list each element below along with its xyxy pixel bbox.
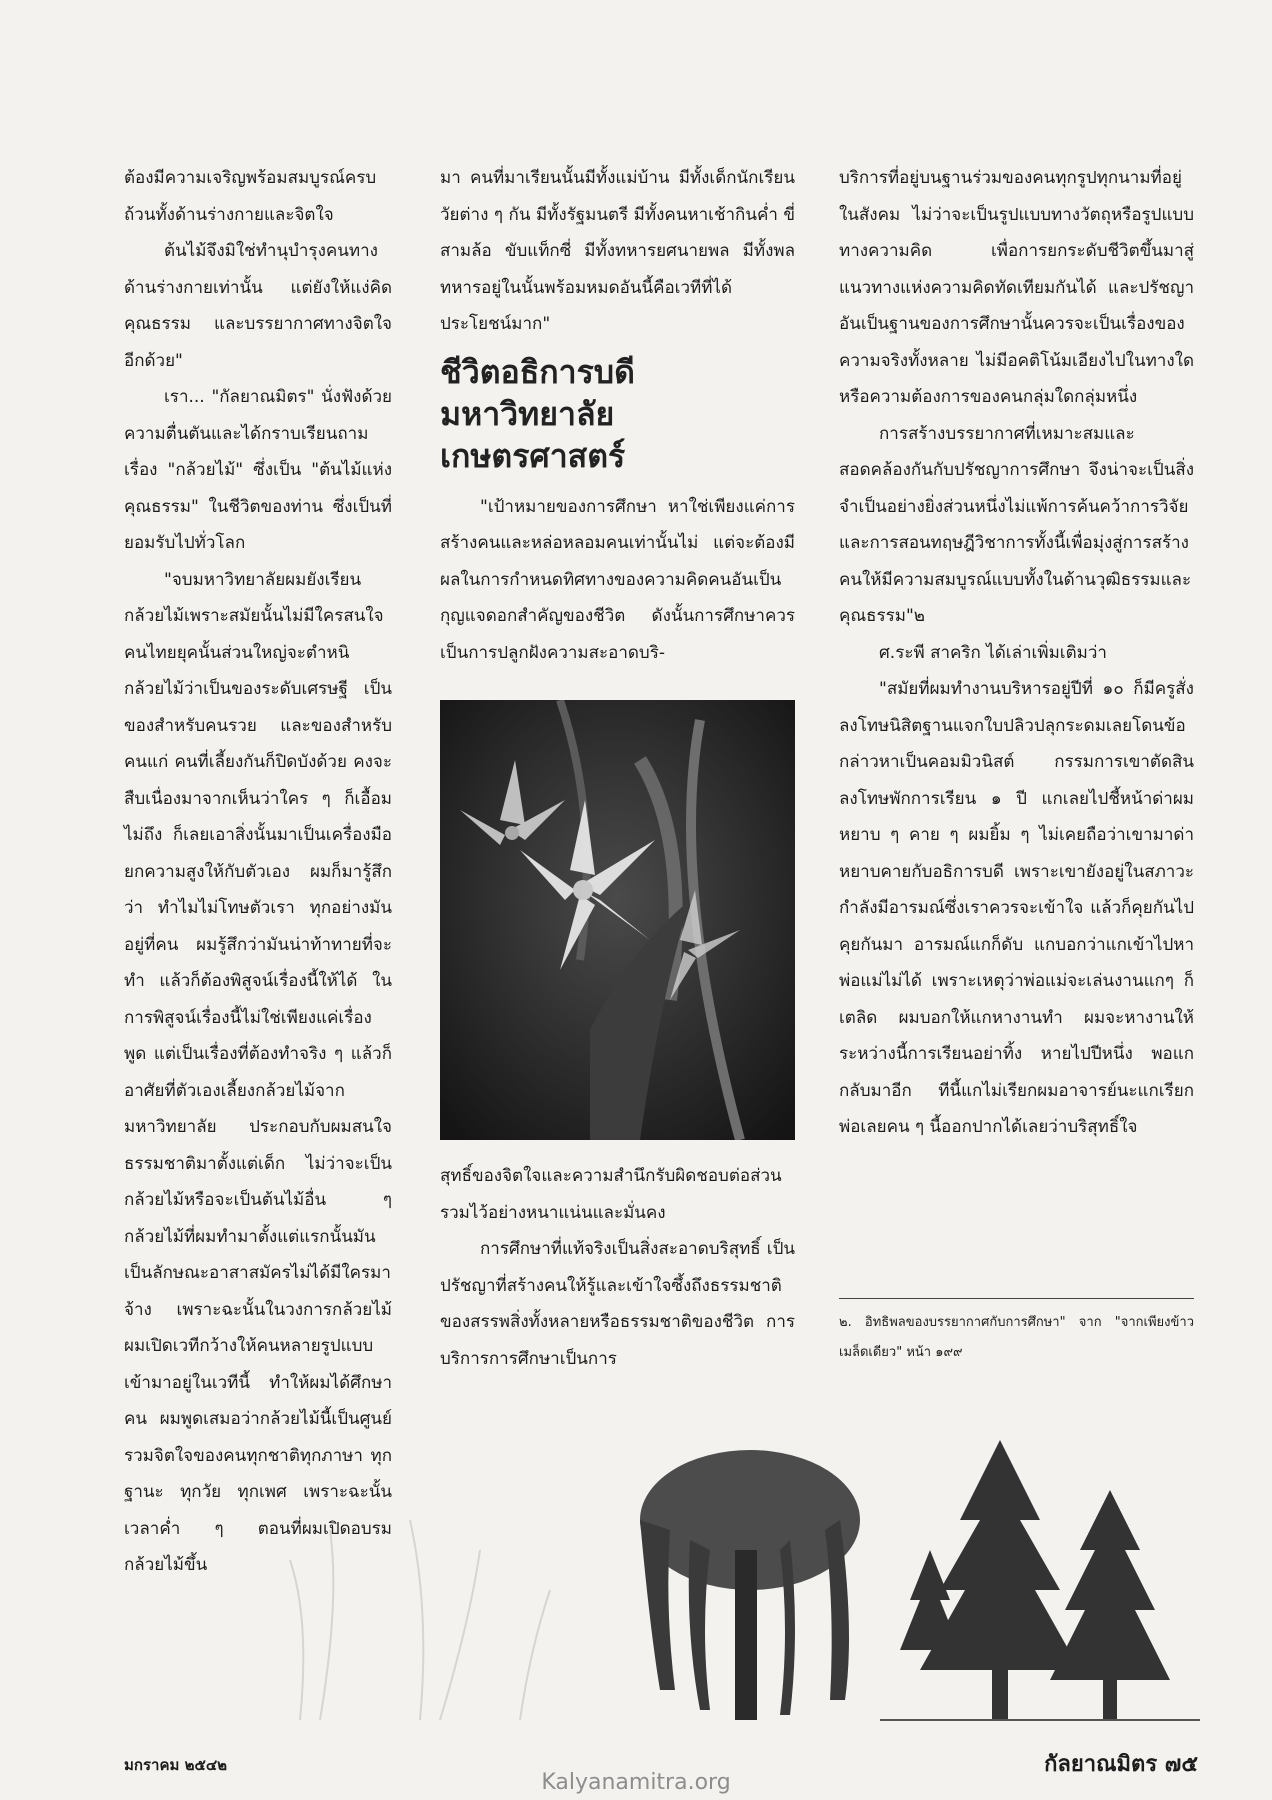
paragraph: ต้องมีความเจริญพร้อมสมบูรณ์ครบถ้วนทั้งด้านร่างกายและจิตใจ: [124, 168, 377, 225]
paragraph: สุทธิ์ของจิตใจและความสำนึกรับผิดชอบต่อส่วนรวมไว้อย่างหนาแน่นและมั่นคง: [440, 1166, 782, 1223]
paragraph: ศ.ระพี สาคริก ได้เล่าเพิ่มเติมว่า: [879, 642, 1107, 663]
footnote-divider: [839, 1298, 1194, 1299]
orchid-photo: [440, 700, 795, 1140]
page-number: กัลยาณมิตร ๗๕: [1044, 1751, 1198, 1777]
paragraph: การศึกษาที่แท้จริงเป็นสิ่งสะอาดบริสุทธิ์ เป็นปรัชญาที่สร้างคนให้รู้และเข้าใจซึ้งถึงธรรมชาติของสรรพสิ่งทั้งหลายหรือธรรมชาติของชีวิต การบริการการศึกษาเป็นการ: [440, 1239, 795, 1369]
paragraph: "เป้าหมายของการศึกษา หาใช่เพียงแค่การสร้างคนและหล่อหลอมคนเท่านั้นไม่ แต่จะต้องมีผลในการกำหนดทิศทางของความคิดคนอันเป็นกุญแจดอกสำคัญของชีวิต ดังนั้นการศึกษาควรเป็นการปลูกฝังความสะอาดบริ-: [440, 496, 795, 663]
paragraph: "สมัยที่ผมทำงานบริหารอยู่ปีที่ ๑๐ ก็มีครูสั่งลงโทษนิสิตฐานแจกใบปลิวปลุกระดมเลยโดนข้อกล่าวหาเป็นคอมมิวนิสต์ กรรมการเขาตัดสินลงโทษพักการเรียน ๑ ปี แกเลยไปชี้หน้าด่าผมหยาบ ๆ คาย ๆ ผมยิ้ม ๆ ไม่เคยถือว่าเขามาด่าหยาบคายกับอธิการบดี เพราะเขายังอยู่ในสภาวะกำลังมีอารมณ์ซึ่งเราควรจะเข้าใจ แล้วก็คุยกันไปคุยกันมา อารมณ์แกก็ดับ แกบอกว่าแกเข้าไปหาพ่อแม่ไม่ได้ เพราะเหตุว่าพ่อแม่จะเล่นงานแกๆ ก็เตลิด ผมบอกให้แกหางานทำ ผมจะหางานให้ ระหว่างนี้การเรียนอย่าทิ้ง หายไปปีหนึ่ง พอแกกลับมาอีก ทีนี้แกไม่เรียกผมอาจารย์นะแกเรียกพ่อเลยคน ๆ นี้ออกปากได้เลยว่าบริสุทธิ์ใจ: [839, 679, 1194, 1137]
paragraph: เรา... "กัลยาณมิตร" นั่งฟังด้วยความตื่นตันและได้กราบเรียนถามเรื่อง "กล้วยไม้" ซึ่งเป็น "ต้นไม้แห่งคุณธรรม" ในชีวิตของท่าน ซึ่งเป็นที่ยอมรับไปทั่วโลก: [124, 387, 392, 553]
faint-plant-illustration: [270, 1500, 570, 1720]
paragraph: มา คนที่มาเรียนนั้นมีทั้งแม่บ้าน มีทั้งเด็กนักเรียนวัยต่าง ๆ กัน มีทั้งรัฐมนตรี มีทั้งคนหาเช้ากินค่ำ ขี่สามล้อ ขับแท็กซี่ มีทั้งทหารยศนายพล มีทั้งพลทหารอยู่ในนั้นพร้อมหมดอันนี้คือเวทีที่ได้ประโยชน์มาก": [440, 168, 795, 334]
paragraph: "จบมหาวิทยาลัยผมยังเรียนกล้วยไม้เพราะสมัยนั้นไม่มีใครสนใจ คนไทยยุคนั้นส่วนใหญ่จะตำหนิกล้วยไม้ว่าเป็นของระดับเศรษฐี เป็นของสำหรับคนรวย และของสำหรับคนแก่ คนที่เลี้ยงกันก็ปิดบังด้วย คงจะสืบเนื่องมาจากเห็นว่าใคร ๆ ก็เอื้อมไม่ถึง ก็เลยเอาสิ่งนั้นมาเป็นเครื่องมือยกความสูงให้กับตัวเอง ผมก็มารู้สึกว่า ทำไมไม่โทษตัวเรา ทุกอย่างมันอยู่ที่คน ผมรู้สึกว่ามันน่าท้าทายที่จะทำ แล้วก็ต้องพิสูจน์เรื่องนี้ให้ได้ ในการพิสูจน์เรื่องนี้ไม่ใช่เพียงแค่เรื่องพูด แต่เป็นเรื่องที่ต้องทำจริง ๆ แล้วก็อาศัยที่ตัวเองเลี้ยงกล้วยไม้จากมหาวิทยาลัย ประกอบกับผมสนใจธรรมชาติมาตั้งแต่เด็ก ไม่ว่าจะเป็นกล้วยไม้หรือจะเป็นต้นไม้อื่น ๆ กล้วยไม้ที่ผมทำมาตั้งแต่แรกนั้นมันเป็นลักษณะอาสาสมัครไม่ได้มีใครมาจ้าง เพราะฉะนั้นในวงการกล้วยไม้ผมเปิดเวทีกว้างให้คนหลายรูปแบบเข้ามาอยู่ในเวทีนี้ ทำให้ผมได้ศึกษาคน ผมพูดเสมอว่ากล้วยไม้นี้เป็นศูนย์รวมจิตใจของคนทุกชาติทุกภาษา ทุกฐานะ ทุกวัย ทุกเพศ เพราะฉะนั้นเวลาค่ำ ๆ ตอนที่ผมเปิดอบรมกล้วยไม้ขึ้น: [124, 569, 392, 1575]
text-column-2: [440, 160, 795, 671]
footnote: ๒. อิทธิพลของบรรยากาศกับการศึกษา" จาก "จากเพียงข้าวเมล็ดเดียว" หน้า ๑๙๙: [839, 1315, 1194, 1360]
orchid-image: [440, 700, 795, 1140]
text-column-1: [124, 160, 392, 1584]
text-column-2-continued: [440, 1158, 795, 1377]
text-column-3: [839, 160, 1194, 1146]
paragraph: บริการที่อยู่บนฐานร่วมของคนทุกรูปทุกนามที่อยู่ในสังคม ไม่ว่าจะเป็นรูปแบบทางวัตถุหรือรูปแบบทางความคิด เพื่อการยกระดับชีวิตขึ้นมาสู่แนวทางแห่งความคิดทัดเทียมกันได้ และปรัชญาอันเป็นฐานของการศึกษานั้นควรจะเป็นเรื่องของความจริงทั้งหลาย ไม่มีอคติโน้มเอียงไปในทางใด หรือความต้องการของคนกลุ่มใดกลุ่มหนึ่ง: [839, 168, 1194, 407]
paragraph: ต้นไม้จึงมิใช่ทำนุบำรุงคนทางด้านร่างกายเท่านั้น แต่ยังให้แง่คิด คุณธรรม และบรรยากาศทางจิตใจอีกด้วย": [124, 241, 392, 371]
trees-illustration: [640, 1430, 1200, 1730]
paragraph: การสร้างบรรยากาศที่เหมาะสมและสอดคล้องกันกับปรัชญาการศึกษา จึงน่าจะเป็นสิ่งจำเป็นอย่างยิ่งส่วนหนึ่งไม่แพ้การค้นคว้าการวิจัย และการสอนทฤษฎีวิชาการทั้งนี้เพื่อมุ่งสู่การสร้างคนให้มีความสมบูรณ์แบบทั้งในด้านวุฒิธรรมและคุณธรรม"๒: [839, 423, 1194, 626]
section-heading: ชีวิตอธิการบดีมหาวิทยาลัยเกษตรศาสตร์: [440, 352, 635, 475]
site-watermark: Kalyanamitra.org: [541, 1770, 731, 1795]
issue-date: มกราคม ๒๕๔๒: [124, 1756, 228, 1774]
